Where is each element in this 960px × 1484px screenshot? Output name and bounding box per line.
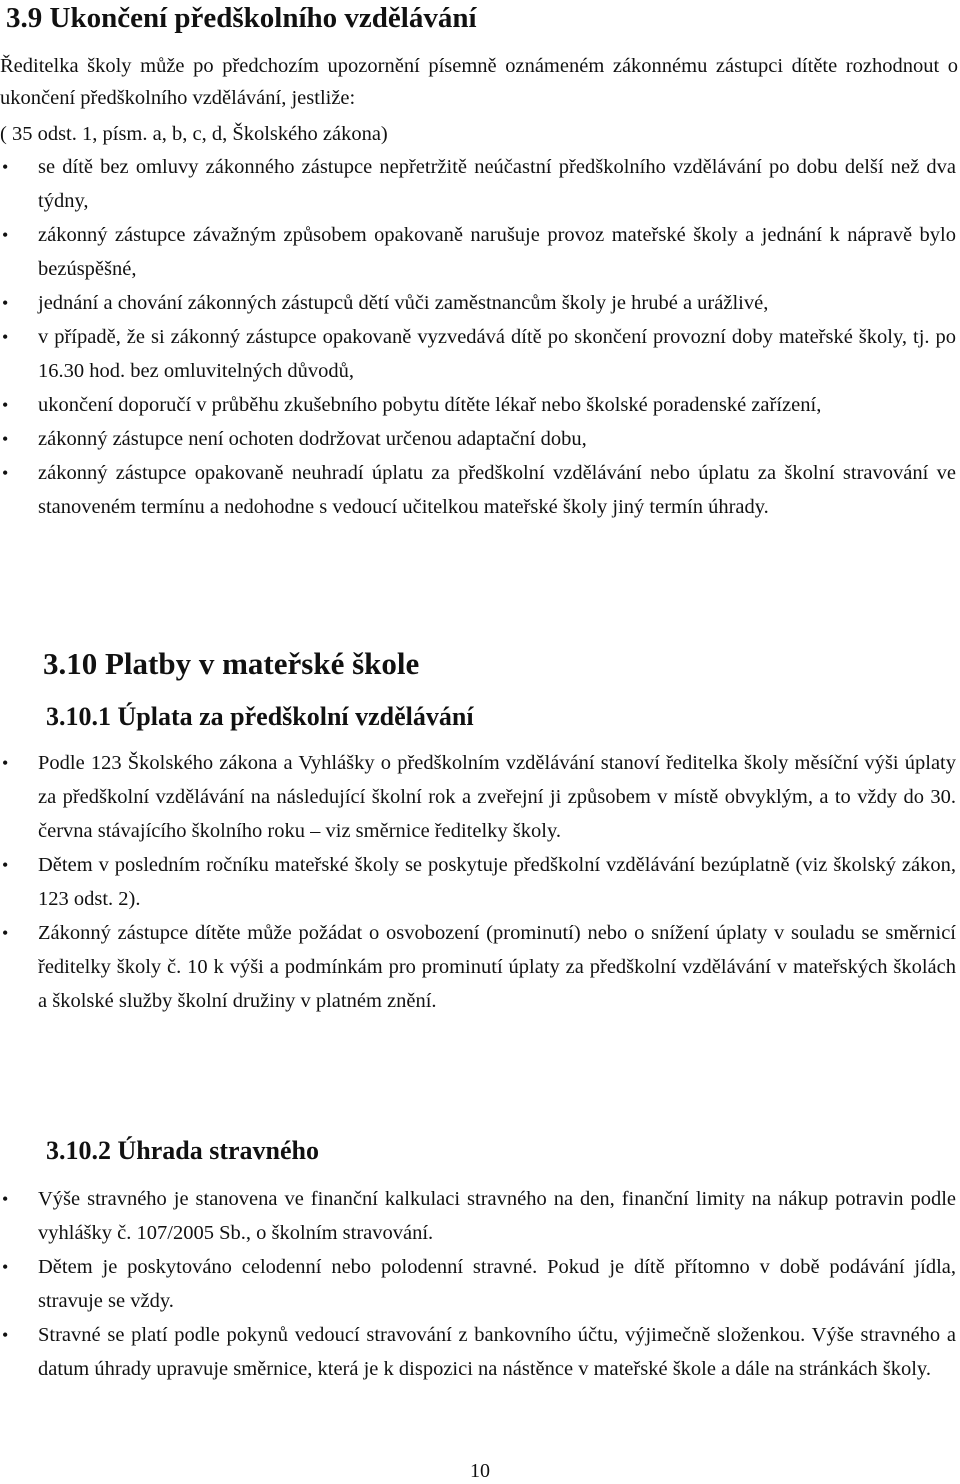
bullet-icon: •	[2, 395, 9, 415]
section-3-10-1-list	[0, 746, 960, 1018]
list-item	[0, 1250, 960, 1318]
list-item-text: Zákonný zástupce dítěte může požádat o osvobození (prominutí) nebo o snížení úplaty v souladu se směrnicí ředitelky školy č. 10 k výši a podmínkám pro prominutí úplaty za předškolní vzdělávání v mateřských školách a školské služby školní družiny v platném znění.	[38, 922, 956, 1012]
bullet-icon: •	[2, 293, 9, 313]
list-item	[0, 150, 960, 218]
list-item	[0, 916, 960, 1018]
bullet-icon: •	[2, 1257, 9, 1277]
list-item-text: zákonný zástupce závažným způsobem opakovaně narušuje provoz mateřské školy a jednání k nápravě bylo bezúspěšné,	[38, 224, 956, 280]
list-item	[0, 1318, 960, 1386]
bullet-icon: •	[2, 463, 9, 483]
list-item	[0, 218, 960, 286]
list-item	[0, 848, 960, 916]
list-item	[0, 320, 960, 388]
section-3-9-intro: Ředitelka školy může po předchozím upozornění písemně oznámeném zákonnému zástupci dítěte rozhodnout o ukončení předškolního vzdělávání, jestliže:	[0, 55, 958, 109]
bullet-icon: •	[2, 1325, 9, 1345]
bullet-icon: •	[2, 753, 9, 773]
section-3-9-reference: ( 35 odst. 1, písm. a, b, c, d, Školského zákona)	[0, 123, 388, 145]
bullet-icon: •	[2, 327, 9, 347]
section-3-10-2-list	[0, 1182, 960, 1386]
bullet-icon: •	[2, 225, 9, 245]
bullet-icon: •	[2, 1189, 9, 1209]
bullet-icon: •	[2, 855, 9, 875]
list-item	[0, 388, 960, 422]
list-item	[0, 746, 960, 848]
list-item	[0, 286, 960, 320]
bullet-icon: •	[2, 157, 9, 177]
list-item-text: se dítě bez omluvy zákonného zástupce nepřetržitě neúčastní předškolního vzdělávání po dobu delší než dva týdny,	[38, 156, 956, 212]
list-item-text: v případě, že si zákonný zástupce opakovaně vyzvedává dítě po skončení provozní doby mateřské školy, tj. po 16.30 hod. bez omluvitelných důvodů,	[38, 326, 956, 382]
bullet-icon: •	[2, 429, 9, 449]
bullet-icon: •	[2, 923, 9, 943]
list-item-text: Dětem v posledním ročníku mateřské školy se poskytuje předškolní vzdělávání bezúplatně (viz školský zákon, 123 odst. 2).	[38, 854, 956, 910]
list-item-text: Podle 123 Školského zákona a Vyhlášky o předškolním vzdělávání stanoví ředitelka školy měsíční výši úplaty za předškolní vzdělávání na následující školní rok a zveřejní ji způsobem v místě obvyklým, a to vždy do 30. června stávajícího školního roku – viz směrnice ředitelky školy.	[38, 752, 956, 842]
list-item	[0, 1182, 960, 1250]
list-item-text: ukončení doporučí v průběhu zkušebního pobytu dítěte lékař nebo školské poradenské zařízení,	[38, 394, 822, 416]
section-heading-3-10: 3.10 Platby v mateřské škole	[43, 646, 420, 681]
section-heading-3-10-2: 3.10.2 Úhrada stravného	[46, 1136, 320, 1165]
section-3-9-list	[0, 150, 960, 524]
section-heading-3-9: 3.9 Ukončení předškolního vzdělávání	[6, 2, 477, 34]
section-heading-3-10-1: 3.10.1 Úplata za předškolní vzdělávání	[46, 702, 474, 731]
list-item-text: Stravné se platí podle pokynů vedoucí stravování z bankovního účtu, výjimečně složenkou. Výše stravného a datum úhrady upravuje směrnice, která je k dispozici na nástěnce v mateřské škole a dále na stránkách školy.	[38, 1324, 956, 1380]
list-item-text: Výše stravného je stanovena ve finanční kalkulaci stravného na den, finanční limity na nákup potravin podle vyhlášky č. 107/2005 Sb., o školním stravování.	[38, 1188, 956, 1244]
list-item	[0, 456, 960, 524]
page-number: 10	[470, 1460, 490, 1482]
list-item-text: zákonný zástupce opakovaně neuhradí úplatu za předškolní vzdělávání nebo úplatu za školní stravování ve stanoveném termínu a nedohodne s vedoucí učitelkou mateřské školy jiný termín úhrady.	[38, 462, 956, 518]
list-item-text: Dětem je poskytováno celodenní nebo polodenní stravné. Pokud je dítě přítomno v době podávání jídla, stravuje se vždy.	[38, 1256, 956, 1312]
list-item-text: jednání a chování zákonných zástupců dětí vůči zaměstnancům školy je hrubé a urážlivé,	[38, 292, 769, 314]
list-item-text: zákonný zástupce není ochoten dodržovat určenou adaptační dobu,	[38, 428, 587, 450]
list-item	[0, 422, 960, 456]
